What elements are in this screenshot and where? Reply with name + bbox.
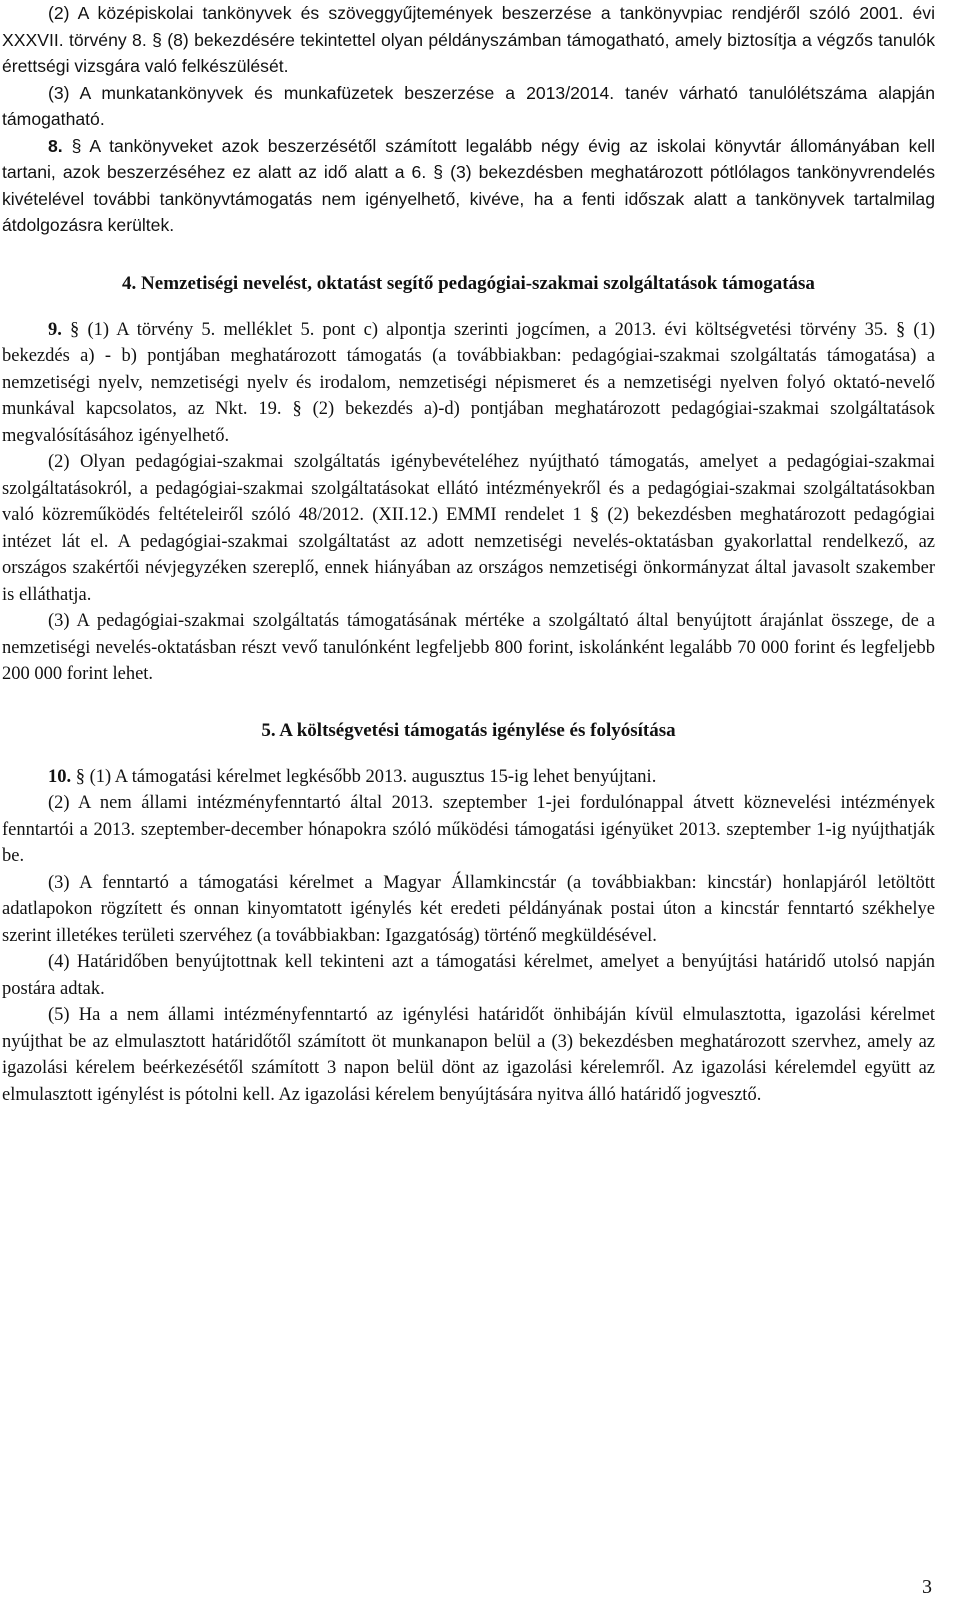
paragraph-10-1 — [2, 764, 935, 791]
section-number-10: 10. — [48, 766, 72, 787]
paragraph-7-2: (2) A középiskolai tankönyvek és szöveggyűjtemények beszerzése a tankönyvpiac rendjéről szóló 2001. évi XXXVII. törvény 8. § (8) bekezdésére tekintettel olyan példányszámban támogatható, amely biztosítja a végzős tanulók érettségi vizsgára való felkészülését. — [2, 3, 935, 76]
paragraph-9-1 — [2, 317, 935, 450]
paragraph-7-3: (3) A munkatankönyvek és munkafüzetek beszerzése a 2013/2014. tanév várható tanulólétszáma alapján támogatható. — [2, 82, 935, 129]
paragraph-9-2: (2) Olyan pedagógiai-szakmai szolgáltatás igénybevételéhez nyújtható támogatás, amelyet a pedagógiai-szakmai szolgáltatásokról, a pedagógiai-szakmai szolgáltatásokat ellátó intézményekről és a pedagógiai-szakmai szolgáltatásokban való közreműködés feltételeiről szóló 48/2012. (XII.12.) EMMI rendelet 1 § (2) bekezdésben meghatározott pedagógiai intézet lát el. A pedagógiai-szakmai szolgáltatást az adott nemzetiségi nevelés-oktatásban gyakorlattal rendelkező, az országos szakértői névjegyzéken szereplő, ennek hiányában az országos nemzetiségi önkormányzat által javasolt szakember is elláthatja. — [2, 452, 935, 605]
section-number-8: 8. — [48, 135, 63, 156]
paragraph-9-3: (3) A pedagógiai-szakmai szolgáltatás támogatásának mértéke a szolgáltató által benyújtott árajánlat összege, de a nemzetiségi nevelés-oktatásban részt vevő tanulónként legfeljebb 800 forint, iskolánként legalább 70 000 forint és legfeljebb 200 000 forint lehet. — [2, 611, 935, 684]
paragraph-10-4: (4) Határidőben benyújtottnak kell tekinteni azt a támogatási kérelmet, amelyet a benyújtási határidő utolsó napján postára adtak. — [2, 952, 935, 999]
paragraph-10-2: (2) A nem állami intézményfenntartó által 2013. szeptember 1-jei fordulónappal átvett köznevelési intézmények fenntartói a 2013. szeptember-december hónapokra szóló működési támogatási igényüket 2013. szeptember 1-ig nyújthatják be. — [2, 793, 935, 866]
section-number-9: 9. — [48, 319, 62, 340]
paragraph-10-1-text: § (1) A támogatási kérelmet legkésőbb 2013. augusztus 15-ig lehet benyújtani. — [71, 766, 657, 787]
paragraph-10-3: (3) A fenntartó a támogatási kérelmet a Magyar Államkincstár (a továbbiakban: kincstár) honlapjáról letöltött adatlapokon rögzített és onnan kinyomtatott igénylés két eredeti példányának postai úton a kincstár fenntartó székhelye szerint illetékes területi szervéhez (a továbbiakban: Igazgatóság) történő megküldésével. — [2, 872, 935, 946]
paragraph-9-1-text: § (1) A törvény 5. melléklet 5. pont c) alpontja szerinti jogcímen, a 2013. évi költségvetési törvény 35. § (1) bekezdés a) - b) pontjában meghatározott támogatás (a továbbiakban: pedagógiai-szakmai szolgáltatás támogatása) a nemzetiségi nyelv, nemzetiségi nyelv és irodalom, nemzetiségi népismeret és a nemzetiségi nyelven folyó oktató-nevelő munkával kapcsolatos, az Nkt. 19. § (2) bekezdés a)-d) pontjában meghatározott pedagógiai-szakmai szolgáltatások megvalósításához igényelhető. — [2, 319, 935, 446]
document-body — [2, 0, 935, 1108]
paragraph-10-5: (5) Ha a nem állami intézményfenntartó az igénylési határidőt önhibáján kívül elmulasztotta, igazolási kérelmet nyújthat be az elmulasztott határidőtől számított öt munkanapon belül a (3) bekezdésben meghatározott szervhez, amely az igazolási kérelem beérkezésétől számított 3 napon belül dönt az igazolási kérelemről. Az igazolási kérelemdel együtt az elmulasztott igénylést is pótolni kell. Az igazolási kérelem benyújtására nyitva álló határidő jogvesztő. — [2, 1005, 935, 1105]
paragraph-8 — [2, 133, 935, 239]
paragraph-8-text: § A tankönyveket azok beszerzésétől számított legalább négy évig az iskolai könyvtár állományában kell tartani, azok beszerzéséhez ez alatt az idő alatt a 6. § (3) bekezdésben meghatározott pótlólagos tankönyvrendelés kivételével további tankönyvtámogatás nem igényelhető, kivéve, ha a fenti időszak alatt a tankönyvek tartalmilag átdolgozásra kerültek. — [2, 135, 935, 235]
page-number: 3 — [922, 1576, 932, 1598]
section-5-heading: 5. A költségvetési támogatás igénylése és folyósítása — [261, 719, 676, 741]
section-4-heading: 4. Nemzetiségi nevelést, oktatást segítő pedagógiai-szakmai szolgáltatások támogatása — [122, 272, 815, 294]
